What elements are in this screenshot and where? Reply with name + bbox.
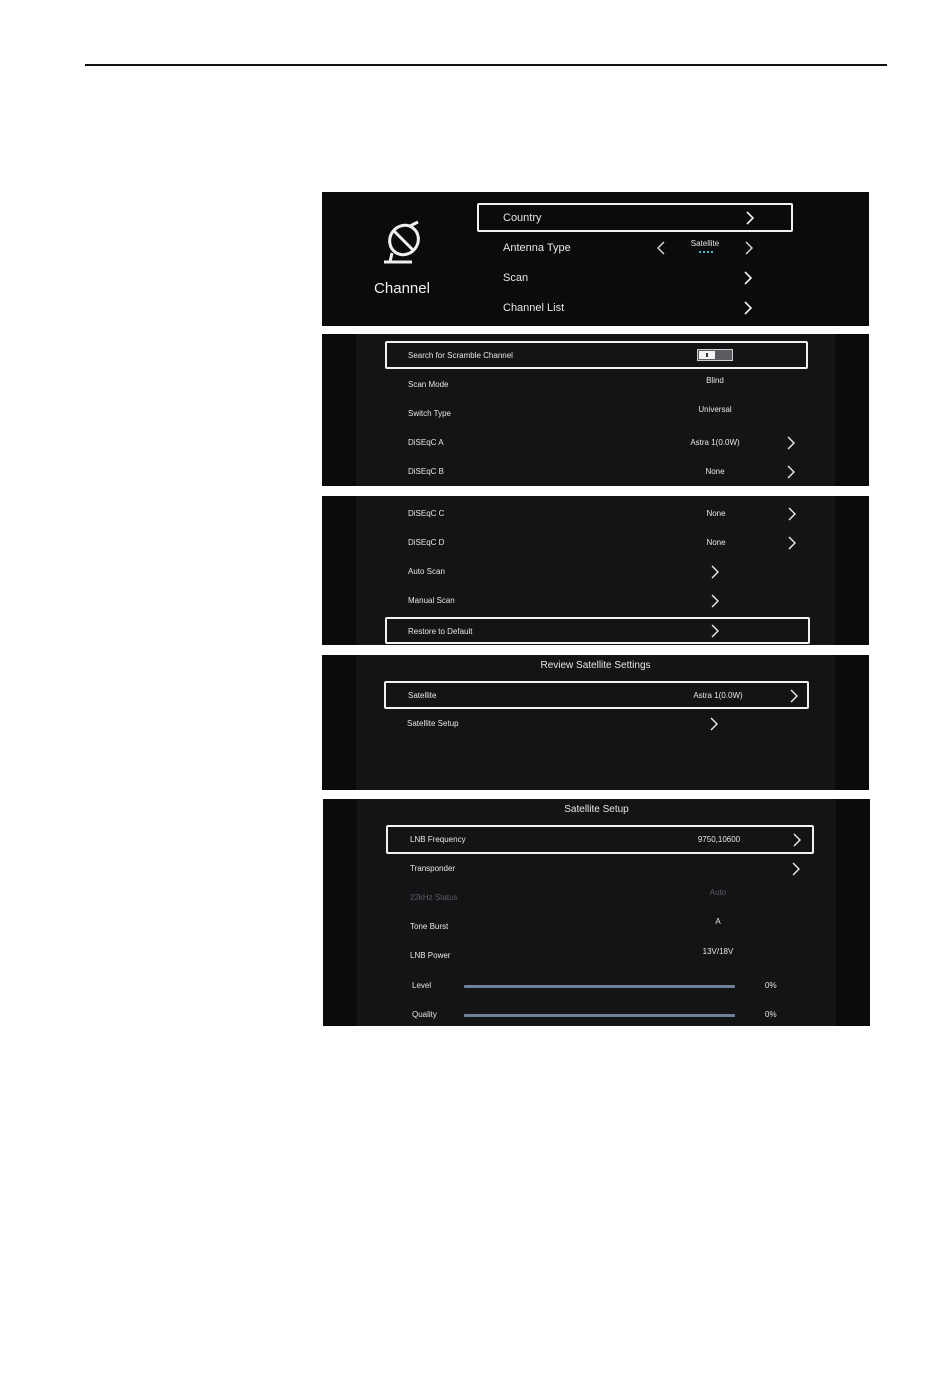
menu-item-label: Auto Scan xyxy=(408,567,445,576)
menu-item-label: Scan Mode xyxy=(408,380,449,389)
switch-type-value: Universal xyxy=(698,405,732,414)
satellite-setup-title: Satellite Setup xyxy=(564,804,629,815)
menu-item-country[interactable] xyxy=(477,203,793,232)
page-top-rule xyxy=(85,64,887,66)
menu-item-label: LNB Power xyxy=(410,951,451,960)
toggle-mark xyxy=(706,353,708,357)
menu-item-label: DiSEqC A xyxy=(408,438,444,447)
diseqc-b-item[interactable] xyxy=(385,459,808,485)
scan-mode-item[interactable] xyxy=(385,372,808,398)
channel-menu-title: Channel xyxy=(374,280,430,297)
satellite-item[interactable] xyxy=(384,681,809,709)
scan-mode-value: Blind xyxy=(706,376,724,385)
satellite-setup-item[interactable] xyxy=(384,712,809,738)
signal-level-bar xyxy=(464,985,735,988)
menu-item-label: Search for Scramble Channel xyxy=(408,350,513,360)
tone-burst-value: A xyxy=(715,917,721,926)
menu-item-channel-list[interactable] xyxy=(477,295,793,321)
diseqc-d-item[interactable] xyxy=(386,530,809,556)
tone-burst-item[interactable] xyxy=(386,914,814,940)
chevron-right-icon xyxy=(708,716,720,732)
menu-item-label: Transponder xyxy=(410,864,456,873)
chevron-right-icon xyxy=(742,300,754,316)
chevron-right-icon xyxy=(788,688,800,704)
menu-item-label: Switch Type xyxy=(408,409,451,418)
signal-quality-value: 0% xyxy=(765,1010,777,1019)
diseqc-c-item[interactable] xyxy=(386,501,809,527)
auto-scan-item[interactable] xyxy=(386,559,809,585)
lnb-power-value: 13V/18V xyxy=(702,947,734,956)
satellite-setup-panel xyxy=(323,799,870,1026)
menu-item-scan[interactable] xyxy=(477,265,793,291)
menu-item-label: Country xyxy=(503,211,542,224)
review-satellite-panel xyxy=(322,655,869,790)
signal-quality-bar xyxy=(464,1014,735,1017)
satellite-value: Astra 1(0.0W) xyxy=(693,691,743,700)
transponder-item[interactable] xyxy=(386,856,814,882)
diseqc-b-value: None xyxy=(705,467,725,476)
chevron-right-icon xyxy=(709,623,721,639)
menu-item-label: DiSEqC C xyxy=(408,509,445,518)
menu-item-antenna-type[interactable] xyxy=(477,235,793,261)
menu-item-label: Tone Burst xyxy=(410,922,449,931)
chevron-right-icon xyxy=(744,210,756,226)
lnb-frequency-value: 9750,10600 xyxy=(697,835,741,844)
menu-item-label: DiSEqC D xyxy=(408,538,445,547)
signal-level-label: Level xyxy=(412,981,432,990)
switch-type-item[interactable] xyxy=(385,401,808,427)
scan-settings-panel-2 xyxy=(322,496,869,645)
menu-item-label: Scan xyxy=(503,272,529,284)
scramble-toggle[interactable] xyxy=(697,349,733,361)
menu-item-label: Restore to Default xyxy=(408,627,473,636)
diseqc-a-item[interactable] xyxy=(385,430,808,456)
channel-menu-panel xyxy=(322,192,869,326)
option-position-dots xyxy=(699,251,713,255)
signal-quality-label: Quality xyxy=(412,1010,437,1019)
lnb-power-item[interactable] xyxy=(386,943,814,969)
chevron-right-icon xyxy=(790,861,802,877)
menu-item-label: Channel List xyxy=(503,302,565,314)
chevron-left-icon[interactable] xyxy=(655,240,667,256)
menu-item-label: Satellite xyxy=(408,691,437,700)
signal-quality-row xyxy=(386,1002,814,1026)
chevron-right-icon[interactable] xyxy=(743,240,755,256)
chevron-right-icon xyxy=(786,535,798,551)
signal-level-value: 0% xyxy=(765,981,777,990)
diseqc-d-value: None xyxy=(706,538,726,547)
chevron-right-icon xyxy=(785,435,797,451)
menu-item-label: Antenna Type xyxy=(503,242,571,254)
lnb-frequency-item[interactable] xyxy=(386,825,814,854)
chevron-right-icon xyxy=(791,832,803,848)
chevron-right-icon xyxy=(742,270,754,286)
diseqc-a-value: Astra 1(0.0W) xyxy=(690,438,740,447)
chevron-right-icon xyxy=(785,464,797,480)
chevron-right-icon xyxy=(709,593,721,609)
menu-item-label: LNB Frequency xyxy=(410,835,466,844)
review-satellite-title: Review Satellite Settings xyxy=(540,660,651,671)
restore-to-default-item[interactable] xyxy=(385,617,810,644)
22khz-status-value: Auto xyxy=(709,888,727,897)
signal-level-row xyxy=(386,973,814,997)
menu-item-label: Manual Scan xyxy=(408,596,455,605)
chevron-right-icon xyxy=(709,564,721,580)
manual-scan-item[interactable] xyxy=(386,588,809,614)
menu-item-label: 22kHz Status xyxy=(410,893,458,902)
satellite-dish-icon xyxy=(382,220,424,266)
menu-item-label: Satellite Setup xyxy=(407,719,459,728)
diseqc-c-value: None xyxy=(706,509,726,518)
search-scramble-channel-item[interactable] xyxy=(385,341,808,369)
antenna-type-value: Satellite xyxy=(690,239,720,248)
chevron-right-icon xyxy=(786,506,798,522)
22khz-status-item xyxy=(386,885,814,911)
scan-settings-panel-1 xyxy=(322,334,869,486)
menu-item-label: DiSEqC B xyxy=(408,467,445,476)
